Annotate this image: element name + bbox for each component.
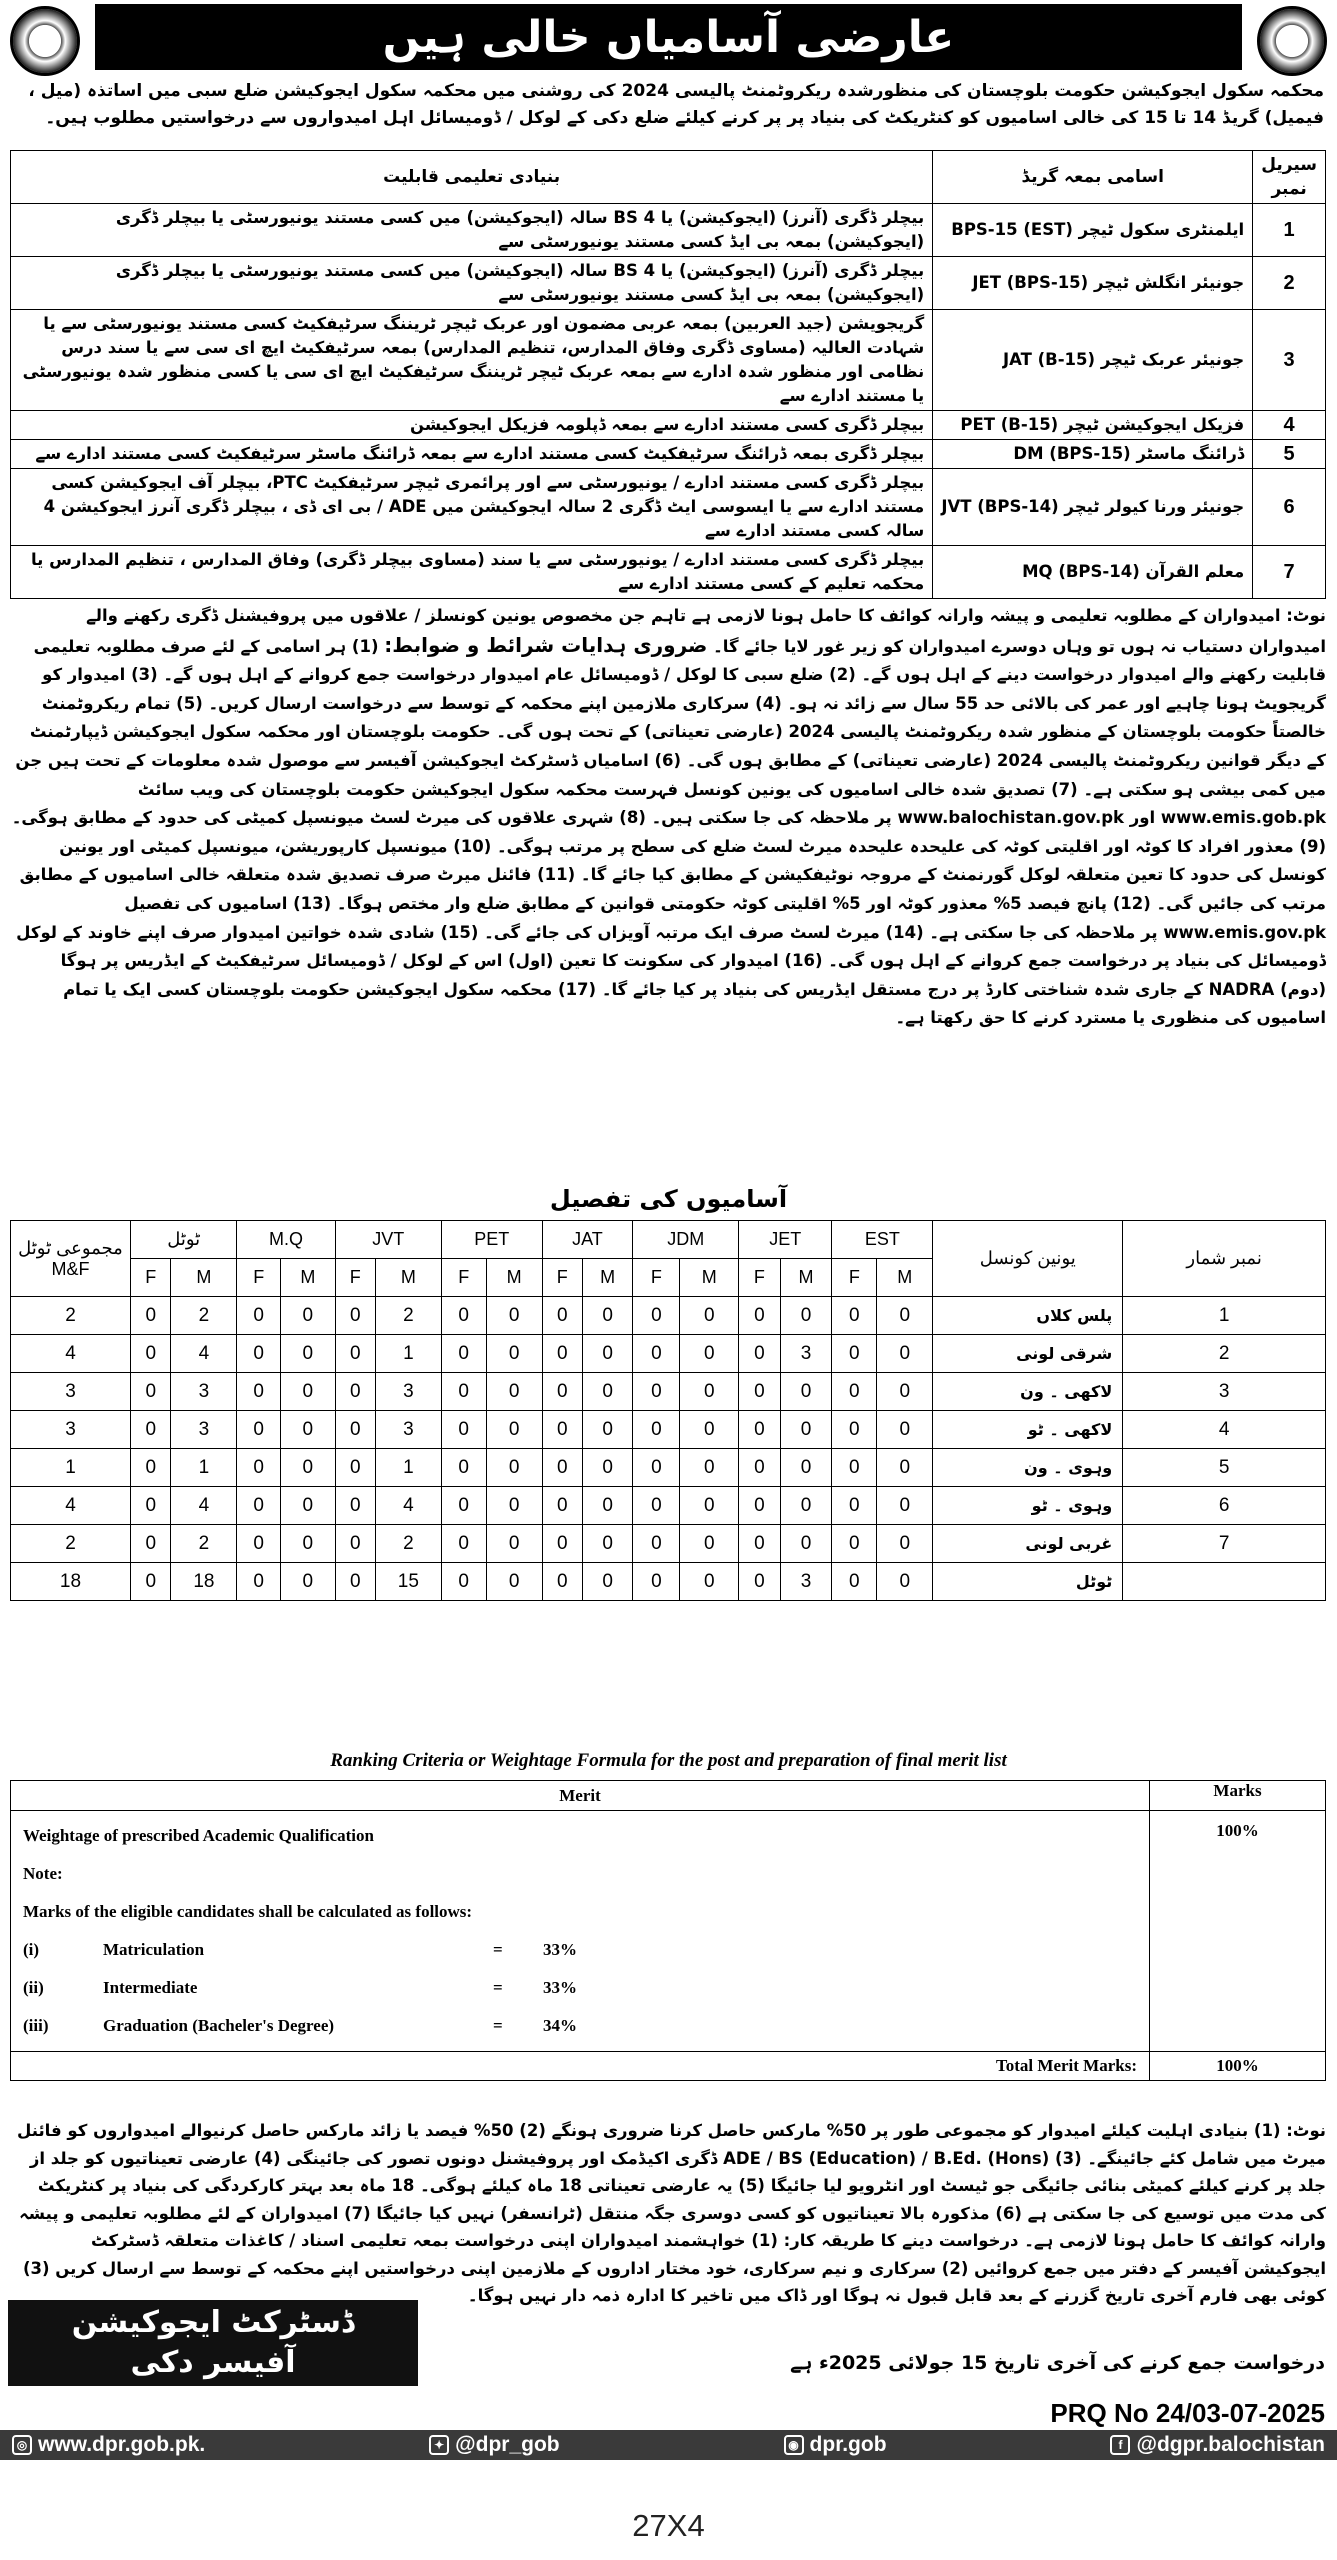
social-handle: www.dpr.gob.pk. xyxy=(38,2433,206,2456)
count-cell: 0 xyxy=(877,1373,933,1411)
gender-subheader: M xyxy=(780,1259,832,1297)
count-cell: 0 xyxy=(739,1487,780,1525)
count-cell: 0 xyxy=(739,1411,780,1449)
count-cell: 0 xyxy=(877,1563,933,1601)
union-council-cell: وہوی ۔ ون xyxy=(933,1449,1123,1487)
post-cell: جونیئر عربک ٹیچر JAT (B-15) xyxy=(933,310,1253,411)
serial-cell: 2 xyxy=(1123,1335,1326,1373)
count-cell: 0 xyxy=(486,1297,542,1335)
merit-component-pct: 34% xyxy=(543,2016,577,2035)
count-cell: 0 xyxy=(335,1525,375,1563)
count-cell: 0 xyxy=(680,1335,739,1373)
count-cell: 0 xyxy=(780,1449,832,1487)
gender-subheader: F xyxy=(832,1259,877,1297)
instructions-block xyxy=(10,602,1326,1033)
count-cell: 0 xyxy=(486,1335,542,1373)
union-council-header: یونین کونسل xyxy=(933,1221,1123,1297)
count-cell: 0 xyxy=(131,1335,171,1373)
merit-component-pct: 33% xyxy=(543,1940,577,1959)
count-cell: 3 xyxy=(375,1373,441,1411)
serial-cell: 1 xyxy=(1253,204,1326,257)
note-text: امیدواران کے مطلوبہ تعلیمی و پیشہ وارانہ کوائف کا حامل ہونا لازمی ہے تاہم جن مخصوص یونین کونسلز / علاقوں میں پروفیشنل ڈگری رکھنے والے امیدواران دستیاب نہ ہوں تو وہاں دوسرے امیدواران کو زیر غور لایا جائے گا۔ xyxy=(86,606,1326,656)
count-cell: 0 xyxy=(441,1487,486,1525)
count-cell: 0 xyxy=(582,1373,632,1411)
count-cell: 4 xyxy=(171,1487,237,1525)
count-cell: 0 xyxy=(281,1525,336,1563)
count-cell: 0 xyxy=(486,1411,542,1449)
union-council-cell: ٹوٹل xyxy=(933,1563,1123,1601)
count-cell: 0 xyxy=(582,1449,632,1487)
calculation-text: Marks of the eligible candidates shall be calculated as follows: xyxy=(23,1902,473,1921)
gender-subheader: F xyxy=(237,1259,281,1297)
instagram-icon: ◉ xyxy=(784,2435,804,2455)
count-cell: 0 xyxy=(542,1373,582,1411)
grand-total-cell: 2 xyxy=(11,1297,131,1335)
count-cell: 4 xyxy=(375,1487,441,1525)
notes2-text: (1) بنیادی اہلیت کیلئے امیدوار کو مجموعی طور پر 50% مارکس حاصل کرنا ضروری ہونگے (2) 50% فیصد یا زائد مارکس حاصل کرنیوالے امیدواروں کو فائنل میرٹ میں شامل کئے جائینگے۔ (3) ADE / BS (Education) / B.Ed. (Hons) ڈگری اکیڈمک اور پروفیشنل دونوں تصور کی جائینگی (4) عارضی تعیناتیوں کو جلد از جلد پر کرنے کیلئے کمیٹی بنائی جائیگی جو ٹیسٹ اور انٹرویو لیا جائیگا (5) یہ عارضی تعیناتی 18 ماہ کیلئے ہوگی۔ 18 ماہ بعد بہتر کارکردگی کی بنیاد پر کنٹریکٹ کی مدت میں توسیع کی جا سکتی ہے (6) مذکورہ بالا تعیناتیوں کو کسی دوسری جگہ منتقل (ٹرانسفر) نہیں کیا جائیگا (7) امیدواران کے لئے مطلوبہ تعلیمی و پیشہ وارانہ کوائف کا حامل ہونا لازمی ہے۔ xyxy=(17,2121,1326,2250)
post-cell: جونیئر انگلش ٹیچر JET (BPS-15) xyxy=(933,257,1253,310)
deadline-text: درخواست جمع کرنے کی آخری تاریخ 15 جولائی 2025ء ہے xyxy=(790,2352,1325,2374)
count-cell: 0 xyxy=(877,1297,933,1335)
serial-cell: 5 xyxy=(1123,1449,1326,1487)
count-cell: 0 xyxy=(237,1487,281,1525)
post-column-header: JDM xyxy=(633,1221,739,1259)
post-header: اسامی بمعہ گریڈ xyxy=(933,151,1253,204)
qualification-row xyxy=(11,257,1326,310)
social-media-bar xyxy=(0,2430,1337,2460)
prq-number: PRQ No 24/03-07-2025 xyxy=(1050,2398,1325,2428)
gender-subheader: M xyxy=(171,1259,237,1297)
gender-subheader: F xyxy=(131,1259,171,1297)
howto-label: درخواست دینے کا طریقہ کار: xyxy=(783,2231,1019,2250)
gender-subheader: M xyxy=(680,1259,739,1297)
count-cell: 0 xyxy=(680,1411,739,1449)
post-column-header: JVT xyxy=(335,1221,441,1259)
post-cell: ایلمنٹری سکول ٹیچر (EST) BPS-15 xyxy=(933,204,1253,257)
count-cell: 0 xyxy=(486,1373,542,1411)
merit-component-row xyxy=(23,1969,1137,2007)
count-cell: 0 xyxy=(335,1487,375,1525)
qualification-row xyxy=(11,469,1326,546)
social-handle: @dpr_gob xyxy=(455,2433,560,2456)
serial-cell: 3 xyxy=(1123,1373,1326,1411)
merit-component-name: Graduation (Bacheler's Degree) xyxy=(103,2016,335,2035)
count-cell: 2 xyxy=(375,1525,441,1563)
qualifications-table xyxy=(10,150,1326,599)
qualification-row xyxy=(11,310,1326,411)
merit-component-row xyxy=(23,1931,1137,1969)
notes2-label: نوٹ: xyxy=(1286,2121,1326,2140)
total-merit-label: Total Merit Marks: xyxy=(11,2052,1150,2081)
count-cell: 0 xyxy=(832,1525,877,1563)
ad-size-code: 27X4 xyxy=(632,2508,705,2543)
count-cell: 0 xyxy=(131,1487,171,1525)
count-cell: 0 xyxy=(582,1297,632,1335)
count-cell: 0 xyxy=(680,1525,739,1563)
count-cell: 2 xyxy=(171,1297,237,1335)
count-cell: 0 xyxy=(441,1563,486,1601)
grand-total-cell: 1 xyxy=(11,1449,131,1487)
weightage-text: Weightage of prescribed Academic Qualification xyxy=(23,1826,374,1845)
merit-component-eq: = xyxy=(493,2016,503,2035)
count-cell: 0 xyxy=(281,1335,336,1373)
count-cell: 0 xyxy=(441,1373,486,1411)
social-handle: @dgpr.balochistan xyxy=(1136,2433,1325,2456)
grand-total-cell: 4 xyxy=(11,1487,131,1525)
count-cell: 0 xyxy=(131,1297,171,1335)
vacancy-table xyxy=(10,1220,1326,1601)
vacancy-row xyxy=(11,1297,1326,1335)
count-cell: 0 xyxy=(832,1335,877,1373)
count-cell: 15 xyxy=(375,1563,441,1601)
count-cell: 0 xyxy=(237,1411,281,1449)
qualification-cell: بیچلر ڈگری کسی مستند ادارے / یونیورسٹی سے یا سند (مساوی بیچلر ڈگری) وفاق المدارس ، تنظیم المدارس یا محکمہ تعلیم کے کسی مستند ادارے سے xyxy=(11,546,933,599)
count-cell: 0 xyxy=(335,1335,375,1373)
vacancy-row xyxy=(11,1449,1326,1487)
count-cell: 0 xyxy=(441,1411,486,1449)
grand-total-cell: 4 xyxy=(11,1335,131,1373)
count-cell: 0 xyxy=(633,1373,680,1411)
count-cell: 3 xyxy=(780,1563,832,1601)
count-cell: 0 xyxy=(486,1487,542,1525)
merit-component-row xyxy=(23,2007,1137,2045)
count-cell: 0 xyxy=(780,1487,832,1525)
vacancy-row xyxy=(11,1411,1326,1449)
count-cell: 0 xyxy=(832,1411,877,1449)
gender-subheader: M xyxy=(877,1259,933,1297)
count-cell: 4 xyxy=(171,1335,237,1373)
count-cell: 0 xyxy=(441,1297,486,1335)
social-handle: dpr.gob xyxy=(809,2433,887,2456)
count-cell: 3 xyxy=(780,1335,832,1373)
count-cell: 0 xyxy=(542,1335,582,1373)
count-cell: 0 xyxy=(281,1297,336,1335)
count-cell: 0 xyxy=(441,1525,486,1563)
count-cell: 0 xyxy=(486,1525,542,1563)
count-cell: 0 xyxy=(281,1449,336,1487)
merit-component-num: (i) xyxy=(23,1940,40,1959)
post-column-header: M.Q xyxy=(237,1221,335,1259)
count-cell: 0 xyxy=(131,1449,171,1487)
count-cell: 0 xyxy=(237,1525,281,1563)
social-link[interactable] xyxy=(429,2433,559,2457)
post-cell: فزیکل ایجوکیشن ٹیچر PET (B-15) xyxy=(933,411,1253,440)
count-cell: 0 xyxy=(780,1411,832,1449)
vacancy-section-title: آسامیوں کی تفصیل xyxy=(549,1185,788,1213)
instructions-heading: ضروری ہدایات شرائط و ضوابط: xyxy=(384,632,708,657)
social-link[interactable] xyxy=(12,2433,205,2457)
count-cell: 0 xyxy=(739,1297,780,1335)
count-cell: 0 xyxy=(281,1373,336,1411)
count-cell: 0 xyxy=(780,1373,832,1411)
count-cell: 0 xyxy=(237,1297,281,1335)
merit-component-name: Matriculation xyxy=(103,1940,205,1959)
count-cell: 0 xyxy=(131,1525,171,1563)
count-cell: 0 xyxy=(131,1563,171,1601)
post-cell: جونیئر ورنا کیولر ٹیچر JVT (BPS-14) xyxy=(933,469,1253,546)
count-cell: 3 xyxy=(375,1411,441,1449)
total-merit-value: 100% xyxy=(1150,2052,1326,2081)
serial-header: نمبر شمار xyxy=(1123,1221,1326,1297)
post-column-header: EST xyxy=(832,1221,933,1259)
qualification-row xyxy=(11,204,1326,257)
qualification-cell: بیچلر ڈگری کسی مستند ادارے سے بمعہ ڈپلومہ فزیکل ایجوکیشن xyxy=(11,411,933,440)
application-notes xyxy=(10,2117,1326,2310)
qualification-row xyxy=(11,546,1326,599)
twitter-icon: ✦ xyxy=(429,2435,449,2455)
count-cell: 0 xyxy=(832,1487,877,1525)
government-logo-right xyxy=(1257,6,1327,76)
count-cell: 0 xyxy=(832,1373,877,1411)
union-council-cell: غربی لونی xyxy=(933,1525,1123,1563)
social-link[interactable] xyxy=(784,2433,887,2457)
grand-total-cell: 2 xyxy=(11,1525,131,1563)
serial-cell: 2 xyxy=(1253,257,1326,310)
count-cell: 0 xyxy=(131,1411,171,1449)
count-cell: 0 xyxy=(335,1449,375,1487)
gender-subheader: F xyxy=(633,1259,680,1297)
count-cell: 0 xyxy=(633,1563,680,1601)
count-cell: 0 xyxy=(680,1563,739,1601)
count-cell: 0 xyxy=(582,1487,632,1525)
gender-subheader: F xyxy=(542,1259,582,1297)
qualification-row xyxy=(11,440,1326,469)
qualification-cell: بیچلر ڈگری (آنرز) (ایجوکیشن) یا BS 4 سالہ (ایجوکیشن) میں کسی مستند یونیورسٹی یا بیچلر ڈگری (ایجوکیشن) بمعہ بی ایڈ کسی مستند یونیورسٹی سے xyxy=(11,257,933,310)
post-cell: معلم القرآن MQ (BPS-14) xyxy=(933,546,1253,599)
count-cell: 18 xyxy=(171,1563,237,1601)
count-cell: 0 xyxy=(633,1297,680,1335)
grand-total-cell: 3 xyxy=(11,1411,131,1449)
union-council-cell: پلس کلاں xyxy=(933,1297,1123,1335)
count-cell: 3 xyxy=(171,1411,237,1449)
count-cell: 0 xyxy=(633,1487,680,1525)
count-cell: 0 xyxy=(542,1297,582,1335)
marks-column-header: Marks xyxy=(1150,1781,1326,1811)
count-cell: 0 xyxy=(633,1449,680,1487)
qualification-header: بنیادی تعلیمی قابلیت xyxy=(11,151,933,204)
qualification-cell: گریجویشن (جید العربین) بمعہ عربی مضمون اور عربک ٹیچر ٹریننگ سرٹیفکیٹ کسی مستند یونیورسٹی سے یا شہادت العالیہ (مساوی ڈگری وفاق المدارس، تنظیم المدارس) بمعہ سرٹیفکیٹ ایچ ای سی سے یا سند درس نظامی اور منظور شدہ ادارے سے بمعہ عربک ٹیچر ٹریننگ سرٹیفکیٹ ایچ ای سی یا کسی منظور شدہ یونیورسٹی یا مستند ادارے سے xyxy=(11,310,933,411)
count-cell: 0 xyxy=(739,1525,780,1563)
count-cell: 0 xyxy=(680,1487,739,1525)
facebook-icon: f xyxy=(1110,2435,1130,2455)
post-column-header: JET xyxy=(739,1221,832,1259)
merit-component-eq: = xyxy=(493,1978,503,1997)
union-council-cell: وہوی ۔ ٹو xyxy=(933,1487,1123,1525)
serial-cell: 5 xyxy=(1253,440,1326,469)
gender-subheader: M xyxy=(582,1259,632,1297)
grand-total-header: مجموعی ٹوٹل M&F xyxy=(11,1221,131,1297)
post-column-header: ٹوٹل xyxy=(131,1221,237,1259)
count-cell: 0 xyxy=(237,1373,281,1411)
serial-cell: 7 xyxy=(1253,546,1326,599)
count-cell: 0 xyxy=(582,1563,632,1601)
vacancy-row xyxy=(11,1373,1326,1411)
merit-component-name: Intermediate xyxy=(103,1978,198,1997)
count-cell: 0 xyxy=(441,1335,486,1373)
count-cell: 0 xyxy=(832,1563,877,1601)
gender-subheader: F xyxy=(739,1259,780,1297)
count-cell: 0 xyxy=(877,1335,933,1373)
merit-table xyxy=(10,1780,1326,2081)
count-cell: 3 xyxy=(171,1373,237,1411)
count-cell: 1 xyxy=(171,1449,237,1487)
department-logo-left xyxy=(10,6,80,76)
count-cell: 0 xyxy=(832,1449,877,1487)
serial-cell: 3 xyxy=(1253,310,1326,411)
post-column-header: JAT xyxy=(542,1221,633,1259)
serial-cell: 4 xyxy=(1123,1411,1326,1449)
instructions-text: (1) ہر اسامی کے لئے صرف مطلوبہ تعلیمی قابلیت رکھنے والے امیدوار درخواست دینے کے اہل ہوں گے۔ (2) ضلع سبی کا لوکل / ڈومیسائل عام امیدوار درخواست جمع کروانے کے اہل ہوں گے۔ (3) امیدوار کو گریجویٹ ہونا چاہیے اور عمر کی بالائی حد 55 سال سے زائد نہ ہو۔ (4) سرکاری ملازمین اپنے محکمہ کے توسط سے درخواست ارسال کریں۔ (5) تمام ریکروٹمنٹ خالصتاً حکومت بلوچستان کے منظور شدہ ریکروٹمنٹ پالیسی 2024 (عارضی تعیناتی) کے تحت ہوں گی۔ حکومت بلوچستان اور محکمہ سکول ایجوکیشن ڈیپارٹمنٹ کے دیگر قوانین ریکروٹمنٹ پالیسی 2024 (عارضی تعیناتی) کے مطابق ہوں گی۔ (6) اسامیاں ڈسٹرکٹ ایجوکیشن آفیسر سے موصول شدہ معلومات کے تحت ہیں جن میں کمی بیشی ہو سکتی ہے۔ (7) تصدیق شدہ خالی اسامیوں کی یونین کونسل فہرست محکمہ سکول ایجوکیشن حکومت بلوچستان کی ویب سائٹ www.emis.gob.pk اور www.balochistan.gov.pk پر ملاحظہ کی جا سکتی ہیں۔ (8) شہری علاقوں کی میرٹ لسٹ میونسپل کمیٹی کی حدود کے مطابق ہوگی۔ (9) معذور افراد کا کوٹہ اور اقلیتی کوٹہ کی علیحدہ علیحدہ میرٹ لسٹ ضلع کی سطح پر مرتب ہوگی۔ (10) میونسپل کارپوریشن، میونسپل کمیٹی اور یونین کونسل کی حدود کا تعین متعلقہ لوکل گورنمنٹ کے مروجہ نوٹیفکیشن کے مطابق کیا جائے گا۔ (11) فائنل میرٹ صرف تصدیق شدہ متعلقہ خالی اسامیوں کے مطابق مرتب کی جائیں گی۔ (12) پانچ فیصد 5% معذور کوٹہ اور 5% اقلیتی کوٹہ حکومتی قوانین کے مطابق ضلع وار مختص ہوگا۔ (13) اسامیوں کی تفصیل www.emis.gov.pk پر ملاحظہ کی جا سکتی ہے۔ (14) میرٹ لسٹ صرف ایک مرتبہ آویزاں کی جائے گی۔ (15) شادی شدہ خواتین امیدوار صرف اپنے خاوند کے لوکل ڈومیسائل کی بنیاد پر درخواست جمع کروانے کے اہل ہوں گی۔ (16) امیدوار کی سکونت کا تعین (اول) اس کے لوکل / ڈومیسائل سرٹیفکیٹ کے ایڈریس پر ہوگا (دوم) NADRA کے جاری شدہ شناختی کارڈ پر درج مستقل ایڈریس کی بنیاد پر کیا جائے گا۔ (17) محکمہ سکول ایجوکیشن حکومت بلوچستان کسی ایک یا تمام اسامیوں کی منظوری یا مسترد کرنے کا حق رکھتا ہے۔ xyxy=(11,636,1326,1028)
gender-subheader: M xyxy=(375,1259,441,1297)
count-cell: 0 xyxy=(877,1411,933,1449)
serial-cell: 6 xyxy=(1253,469,1326,546)
count-cell: 0 xyxy=(281,1563,336,1601)
count-cell: 0 xyxy=(237,1563,281,1601)
merit-caption: Ranking Criteria or Weightage Formula for the post and preparation of final merit list xyxy=(330,1750,1007,1771)
count-cell: 1 xyxy=(375,1449,441,1487)
serial-cell: 6 xyxy=(1123,1487,1326,1525)
union-council-cell: لاکھی ۔ ٹو xyxy=(933,1411,1123,1449)
merit-component-num: (iii) xyxy=(23,2016,49,2035)
count-cell: 2 xyxy=(375,1297,441,1335)
qualification-cell: بیچلر ڈگری کسی مستند ادارے / یونیورسٹی سے اور پرائمری ٹیچر سرٹیفکیٹ PTC، بیچلر آف ایجوکیشن کسی مستند ادارے سے یا ایسوسی ایٹ ڈگری 2 سالہ ایجوکیشن میں ADE / بی ای ڈی ، بیچلر ڈگری آنرز ایجوکیشن 4 سالہ کسی مستند ادارے سے xyxy=(11,469,933,546)
count-cell: 0 xyxy=(486,1449,542,1487)
count-cell: 0 xyxy=(281,1487,336,1525)
count-cell: 0 xyxy=(739,1563,780,1601)
merit-body xyxy=(11,1811,1150,2052)
vacancy-row xyxy=(11,1335,1326,1373)
gender-subheader: F xyxy=(441,1259,486,1297)
count-cell: 0 xyxy=(237,1335,281,1373)
count-cell: 0 xyxy=(131,1373,171,1411)
count-cell: 0 xyxy=(680,1449,739,1487)
serial-cell xyxy=(1123,1563,1326,1601)
serial-cell: 4 xyxy=(1253,411,1326,440)
vacancy-row xyxy=(11,1487,1326,1525)
merit-column-header: Merit xyxy=(11,1781,1150,1811)
count-cell: 0 xyxy=(633,1525,680,1563)
count-cell: 0 xyxy=(680,1297,739,1335)
page-title: عارضی آسامیاں خالی ہیں xyxy=(95,4,1242,70)
globe-icon: ◎ xyxy=(12,2435,32,2455)
social-link[interactable] xyxy=(1110,2433,1325,2457)
serial-cell: 7 xyxy=(1123,1525,1326,1563)
count-cell: 0 xyxy=(486,1563,542,1601)
merit-note-label: Note: xyxy=(23,1864,63,1883)
count-cell: 0 xyxy=(542,1525,582,1563)
post-cell: ڈرائنگ ماسٹر DM (BPS-15) xyxy=(933,440,1253,469)
officer-district: آفیسر دکی xyxy=(130,2345,296,2380)
count-cell: 0 xyxy=(739,1335,780,1373)
union-council-cell: شرقی لونی xyxy=(933,1335,1123,1373)
count-cell: 0 xyxy=(542,1411,582,1449)
serial-header: سیریل نمبر xyxy=(1253,151,1326,204)
serial-cell: 1 xyxy=(1123,1297,1326,1335)
count-cell: 0 xyxy=(832,1297,877,1335)
intro-text: محکمہ سکول ایجوکیشن حکومت بلوچستان کی منظورشدہ ریکروٹمنٹ پالیسی 2024 کی روشنی میں محکمہ سکول ایجوکیشن ضلع سبی میں اساتذہ (میل ، فیمیل) گریڈ 14 تا 15 کی خالی اسامیوں کو کنٹریکٹ کی بنیاد پر پر کرنے کیلئے ضلع دکی کے لوکل / ڈومیسائل اہل امیدواروں سے درخواستیں مطلوب ہیں۔ xyxy=(28,81,1324,128)
count-cell: 0 xyxy=(633,1335,680,1373)
count-cell: 0 xyxy=(335,1297,375,1335)
officer-title: ڈسٹرکٹ ایجوکیشن xyxy=(71,2305,355,2340)
count-cell: 0 xyxy=(877,1525,933,1563)
count-cell: 0 xyxy=(739,1373,780,1411)
howto-text: (1) خواہشمند امیدواران اپنی درخواست بمعہ تعلیمی اسناد / کاغذات متعلقہ ڈسٹرکٹ ایجوکیشن آفیسر کے دفتر میں جمع کروائیں (2) سرکاری و نیم سرکاری، خود مختار اداروں کے ملازمین اپنی درخواستیں اپنے محکمہ کے توسط سے ارسال کریں (3) کوئی بھی فارم آخری تاریخ گزرنے کے بعد قابل قبول نہ ہوگا اور ڈاک میں تاخیر کا ادارہ ذمہ دار نہیں ہوگا۔ xyxy=(22,2231,1326,2305)
count-cell: 2 xyxy=(171,1525,237,1563)
qualification-row xyxy=(11,411,1326,440)
count-cell: 0 xyxy=(441,1449,486,1487)
count-cell: 0 xyxy=(542,1487,582,1525)
gender-subheader: M xyxy=(281,1259,336,1297)
count-cell: 0 xyxy=(582,1411,632,1449)
count-cell: 0 xyxy=(281,1411,336,1449)
merit-component-eq: = xyxy=(493,1940,503,1959)
count-cell: 0 xyxy=(542,1449,582,1487)
merit-component-pct: 33% xyxy=(543,1978,577,1997)
count-cell: 0 xyxy=(877,1487,933,1525)
count-cell: 0 xyxy=(739,1449,780,1487)
merit-component-num: (ii) xyxy=(23,1978,44,1997)
vacancy-row xyxy=(11,1563,1326,1601)
count-cell: 0 xyxy=(780,1525,832,1563)
gender-subheader: M xyxy=(486,1259,542,1297)
post-column-header: PET xyxy=(441,1221,542,1259)
grand-total-cell: 3 xyxy=(11,1373,131,1411)
vacancy-row xyxy=(11,1525,1326,1563)
count-cell: 0 xyxy=(542,1563,582,1601)
count-cell: 0 xyxy=(335,1411,375,1449)
count-cell: 0 xyxy=(335,1563,375,1601)
count-cell: 1 xyxy=(375,1335,441,1373)
qualification-cell: بیچلر ڈگری (آنرز) (ایجوکیشن) یا BS 4 سالہ (ایجوکیشن) میں کسی مستند یونیورسٹی یا بیچلر ڈگری (ایجوکیشن) بمعہ بی ایڈ کسی مستند یونیورسٹی سے xyxy=(11,204,933,257)
count-cell: 0 xyxy=(877,1449,933,1487)
note-label: نوٹ: xyxy=(1286,606,1326,625)
count-cell: 0 xyxy=(680,1373,739,1411)
count-cell: 0 xyxy=(780,1297,832,1335)
count-cell: 0 xyxy=(582,1335,632,1373)
grand-total-cell: 18 xyxy=(11,1563,131,1601)
qualification-cell: بیچلر ڈگری بمعہ ڈرائنگ سرٹیفکیٹ کسی مستند ادارے سے بمعہ ڈرائنگ ماسٹر سرٹیفکیٹ کسی مستند ادارے سے xyxy=(11,440,933,469)
weightage-marks: 100% xyxy=(1150,1811,1326,2052)
count-cell: 0 xyxy=(633,1411,680,1449)
issuing-officer-block xyxy=(8,2300,418,2386)
union-council-cell: لاکھی ۔ ون xyxy=(933,1373,1123,1411)
gender-subheader: F xyxy=(335,1259,375,1297)
count-cell: 0 xyxy=(237,1449,281,1487)
count-cell: 0 xyxy=(335,1373,375,1411)
count-cell: 0 xyxy=(582,1525,632,1563)
